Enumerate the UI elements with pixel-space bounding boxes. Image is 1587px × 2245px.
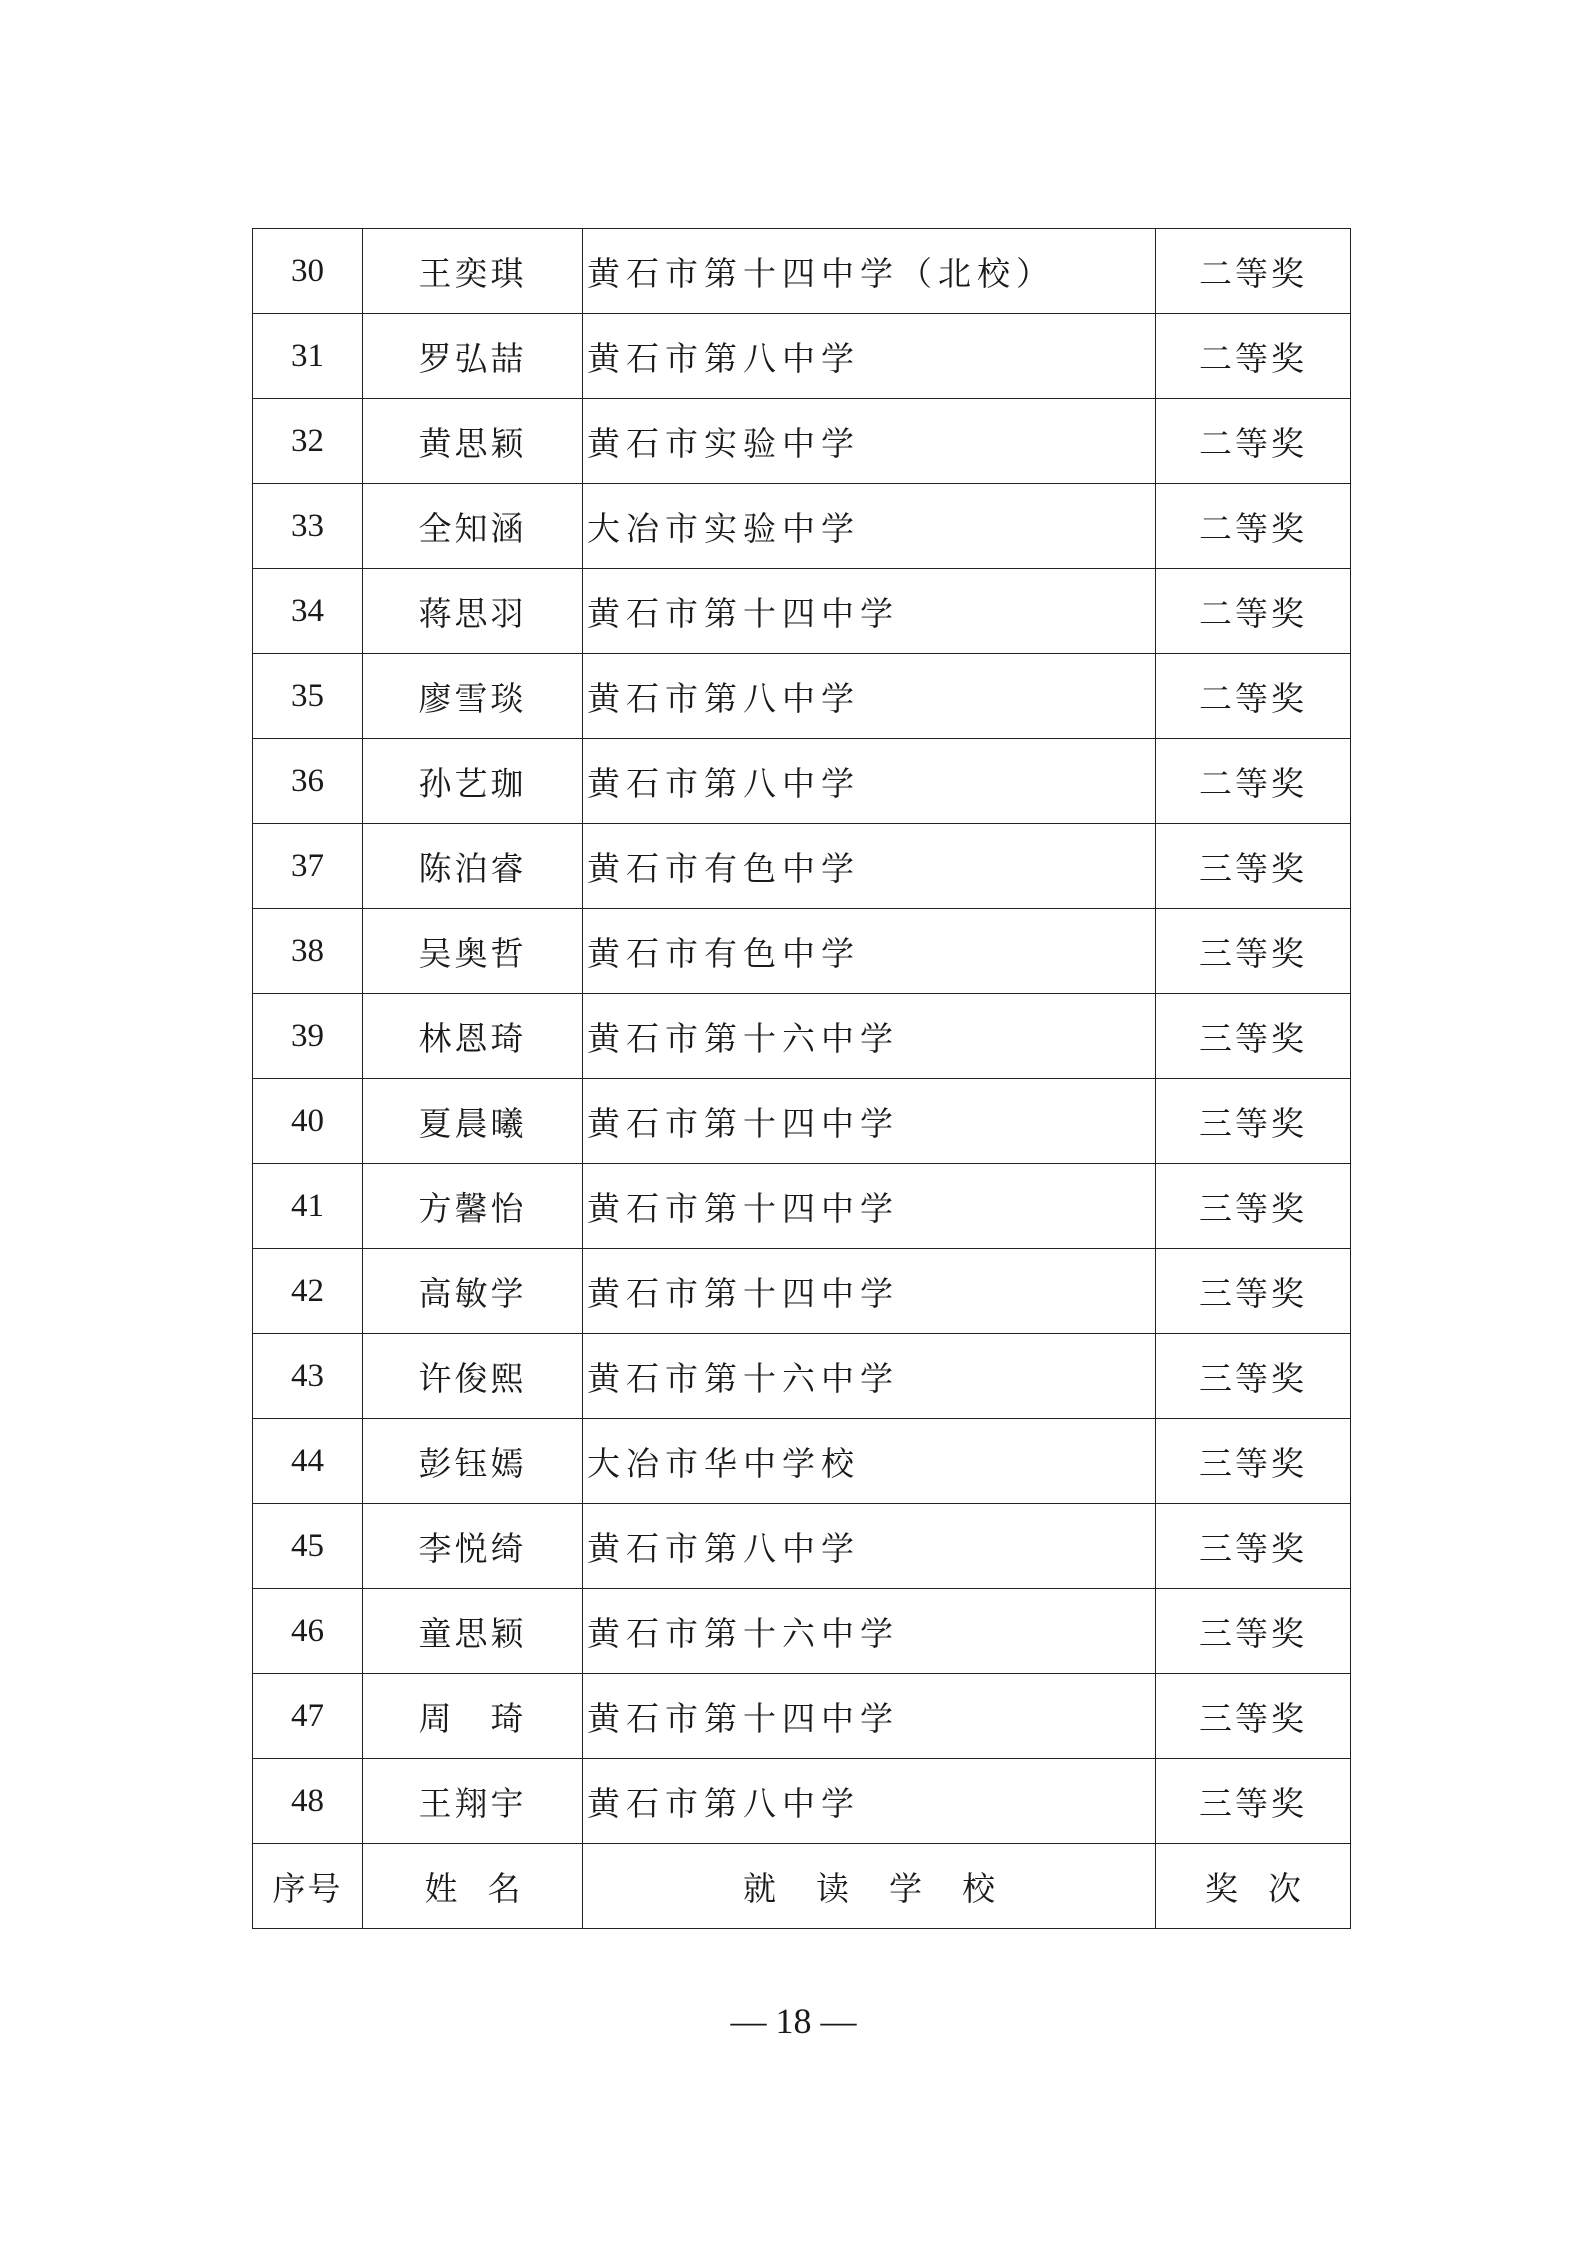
cell-school: 黄石市第八中学 — [583, 739, 1156, 824]
table-row — [253, 994, 1351, 1079]
cell-school: 黄石市第十六中学 — [583, 994, 1156, 1079]
cell-school: 大冶市华中学校 — [583, 1419, 1156, 1504]
cell-school: 黄石市第八中学 — [583, 654, 1156, 739]
cell-no: 38 — [253, 909, 363, 994]
cell-name: 王翔宇 — [363, 1759, 583, 1844]
cell-name: 童思颖 — [363, 1589, 583, 1674]
cell-award: 三等奖 — [1156, 909, 1351, 994]
award-table — [252, 228, 1351, 1929]
cell-school: 黄石市第八中学 — [583, 1759, 1156, 1844]
cell-school: 黄石市有色中学 — [583, 824, 1156, 909]
cell-school: 黄石市第十四中学 — [583, 1079, 1156, 1164]
table-row — [253, 1164, 1351, 1249]
cell-school: 黄石市第十四中学（北校） — [583, 229, 1156, 314]
cell-no: 33 — [253, 484, 363, 569]
cell-no: 45 — [253, 1504, 363, 1589]
table-header-row — [253, 1844, 1351, 1929]
cell-award: 二等奖 — [1156, 229, 1351, 314]
cell-award: 三等奖 — [1156, 824, 1351, 909]
table-row — [253, 484, 1351, 569]
cell-award: 三等奖 — [1156, 1759, 1351, 1844]
header-no: 序号 — [253, 1844, 363, 1929]
cell-name: 方馨怡 — [363, 1164, 583, 1249]
table-row — [253, 824, 1351, 909]
cell-school: 黄石市第十四中学 — [583, 1164, 1156, 1249]
cell-school: 黄石市第十四中学 — [583, 569, 1156, 654]
cell-no: 35 — [253, 654, 363, 739]
page-number: — 18 — — [730, 2001, 857, 2041]
cell-award: 三等奖 — [1156, 1334, 1351, 1419]
table-row — [253, 1079, 1351, 1164]
table-row — [253, 739, 1351, 824]
cell-award: 三等奖 — [1156, 1504, 1351, 1589]
cell-school: 黄石市第八中学 — [583, 1504, 1156, 1589]
header-award: 奖次 — [1156, 1844, 1351, 1929]
cell-no: 39 — [253, 994, 363, 1079]
cell-award: 三等奖 — [1156, 1164, 1351, 1249]
cell-award: 三等奖 — [1156, 1674, 1351, 1759]
cell-name: 全知涵 — [363, 484, 583, 569]
cell-award: 三等奖 — [1156, 994, 1351, 1079]
header-name: 姓名 — [363, 1844, 583, 1929]
cell-name: 陈泊睿 — [363, 824, 583, 909]
cell-no: 44 — [253, 1419, 363, 1504]
cell-award: 三等奖 — [1156, 1249, 1351, 1334]
cell-school: 黄石市第八中学 — [583, 314, 1156, 399]
cell-name: 黄思颖 — [363, 399, 583, 484]
cell-name: 夏晨曦 — [363, 1079, 583, 1164]
cell-award: 二等奖 — [1156, 654, 1351, 739]
cell-name: 廖雪琰 — [363, 654, 583, 739]
cell-name: 彭钰嫣 — [363, 1419, 583, 1504]
cell-no: 42 — [253, 1249, 363, 1334]
cell-award: 二等奖 — [1156, 314, 1351, 399]
table-row — [253, 909, 1351, 994]
cell-no: 43 — [253, 1334, 363, 1419]
cell-no: 31 — [253, 314, 363, 399]
table-row — [253, 1759, 1351, 1844]
table-row — [253, 654, 1351, 739]
cell-name: 许俊熙 — [363, 1334, 583, 1419]
table-body — [253, 229, 1351, 1929]
cell-no: 41 — [253, 1164, 363, 1249]
table-row — [253, 1419, 1351, 1504]
table-row — [253, 229, 1351, 314]
cell-school: 黄石市有色中学 — [583, 909, 1156, 994]
cell-name: 高敏学 — [363, 1249, 583, 1334]
cell-name: 李悦绮 — [363, 1504, 583, 1589]
cell-no: 40 — [253, 1079, 363, 1164]
cell-name: 林恩琦 — [363, 994, 583, 1079]
cell-school: 黄石市第十四中学 — [583, 1674, 1156, 1759]
cell-no: 30 — [253, 229, 363, 314]
table-row — [253, 399, 1351, 484]
cell-award: 三等奖 — [1156, 1419, 1351, 1504]
cell-school: 黄石市实验中学 — [583, 399, 1156, 484]
cell-award: 二等奖 — [1156, 484, 1351, 569]
cell-no: 47 — [253, 1674, 363, 1759]
cell-school: 大冶市实验中学 — [583, 484, 1156, 569]
cell-award: 二等奖 — [1156, 399, 1351, 484]
table-row — [253, 1334, 1351, 1419]
cell-name: 孙艺珈 — [363, 739, 583, 824]
table-row — [253, 569, 1351, 654]
cell-name: 王奕琪 — [363, 229, 583, 314]
cell-award: 二等奖 — [1156, 569, 1351, 654]
cell-award: 三等奖 — [1156, 1079, 1351, 1164]
cell-no: 37 — [253, 824, 363, 909]
cell-no: 48 — [253, 1759, 363, 1844]
cell-school: 黄石市第十四中学 — [583, 1249, 1156, 1334]
cell-award: 二等奖 — [1156, 739, 1351, 824]
table-row — [253, 1589, 1351, 1674]
table-row — [253, 1504, 1351, 1589]
cell-no: 34 — [253, 569, 363, 654]
cell-name: 罗弘喆 — [363, 314, 583, 399]
cell-award: 三等奖 — [1156, 1589, 1351, 1674]
header-school: 就读学校 — [583, 1844, 1156, 1929]
cell-name: 蒋思羽 — [363, 569, 583, 654]
cell-school: 黄石市第十六中学 — [583, 1334, 1156, 1419]
cell-no: 46 — [253, 1589, 363, 1674]
table-row — [253, 1674, 1351, 1759]
table-row — [253, 1249, 1351, 1334]
cell-name: 周 琦 — [363, 1674, 583, 1759]
cell-no: 36 — [253, 739, 363, 824]
cell-no: 32 — [253, 399, 363, 484]
table-row — [253, 314, 1351, 399]
cell-name: 吴奥哲 — [363, 909, 583, 994]
cell-school: 黄石市第十六中学 — [583, 1589, 1156, 1674]
